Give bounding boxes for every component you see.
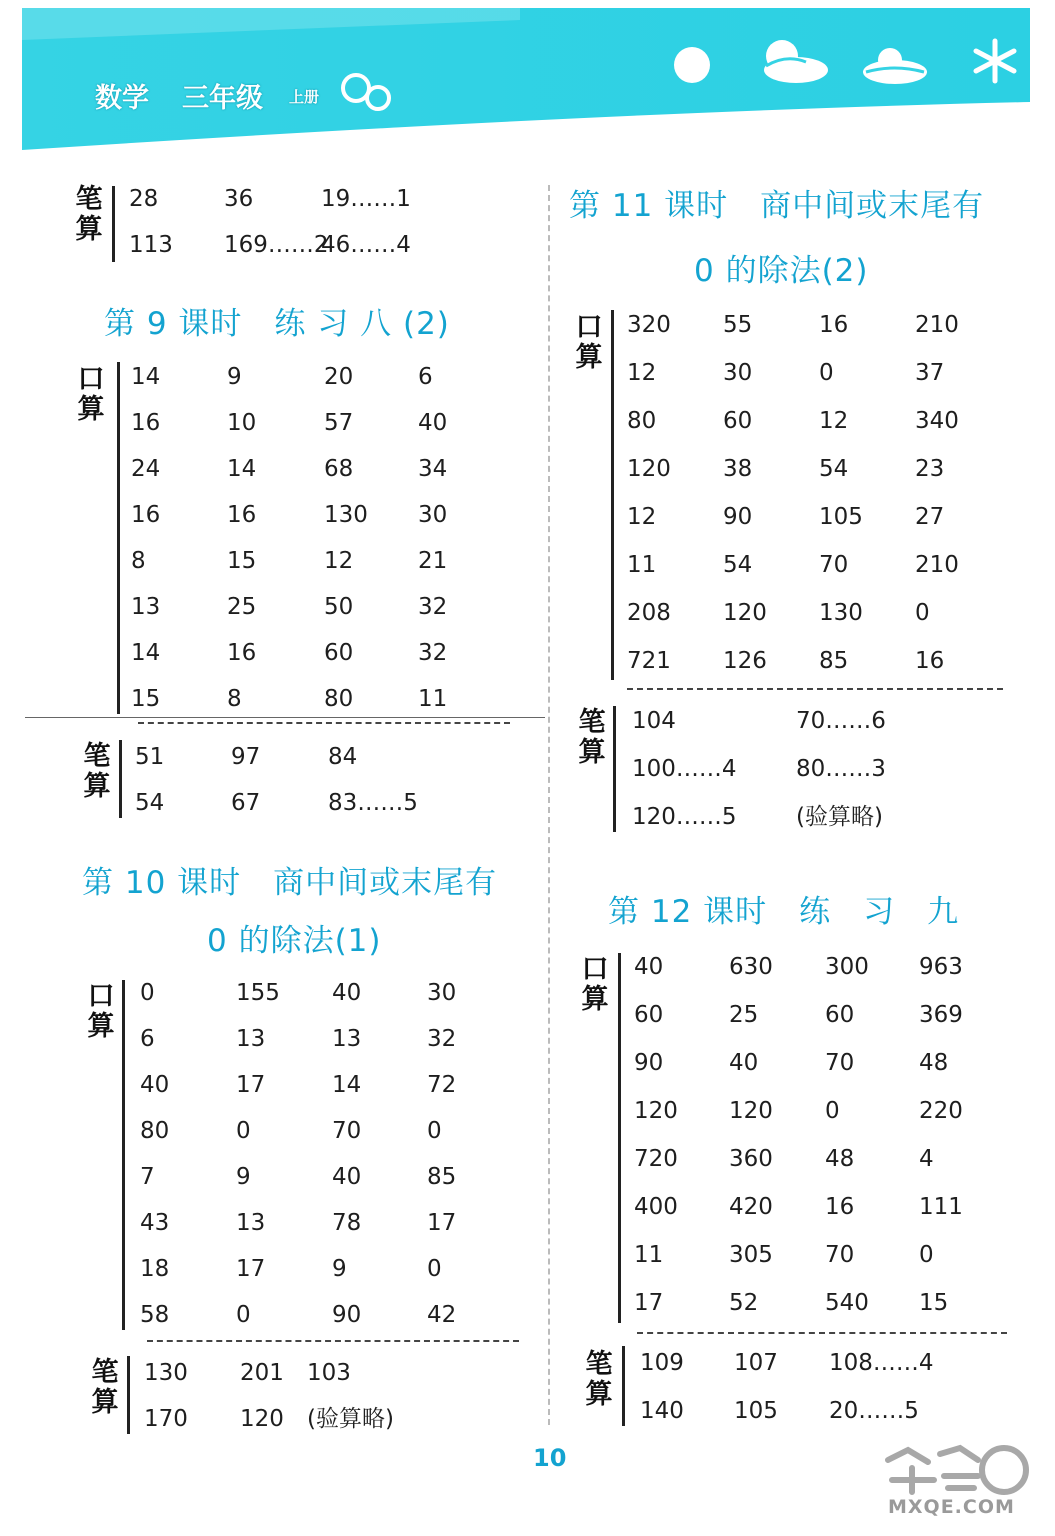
answer-cell: 85 xyxy=(427,1164,457,1190)
answer-cell: 72 xyxy=(427,1072,457,1098)
answer-cell: 104 xyxy=(632,708,676,734)
section-title: 第 10 课时 商中间或末尾有 xyxy=(82,865,498,901)
answer-cell: 70 xyxy=(825,1050,855,1076)
answer-cell: 15 xyxy=(227,548,257,574)
bracket-line xyxy=(618,953,621,1323)
answer-cell: 17 xyxy=(427,1210,457,1236)
answer-cell: 4 xyxy=(919,1146,934,1172)
answer-cell: 6 xyxy=(418,364,433,390)
answer-cell: 8 xyxy=(131,548,146,574)
section-title-line2: 0 的除法(2) xyxy=(694,253,869,289)
answer-cell: 16 xyxy=(227,502,257,528)
answer-cell: 40 xyxy=(418,410,448,436)
answer-cell: 169……2 xyxy=(224,232,329,258)
written-label xyxy=(575,708,609,768)
bracket-line xyxy=(127,1356,130,1434)
answer-cell: 12 xyxy=(627,504,657,530)
oral-label xyxy=(578,955,612,1015)
answer-cell: 20 xyxy=(324,364,354,390)
watermark-text: MXQE.COM xyxy=(888,1496,1015,1518)
answer-cell: 42 xyxy=(427,1302,457,1328)
answer-cell: 34 xyxy=(418,456,448,482)
answer-cell: 67 xyxy=(231,790,261,816)
answer-cell: 48 xyxy=(825,1146,855,1172)
answer-cell: 100……4 xyxy=(632,756,737,782)
answer-cell: 11 xyxy=(627,552,657,578)
section-title: 第 11 课时 商中间或末尾有 xyxy=(569,188,985,224)
answer-cell: 97 xyxy=(231,744,261,770)
answer-cell: 126 xyxy=(723,648,767,674)
answer-cell: 721 xyxy=(627,648,671,674)
label-char: 口 xyxy=(77,364,105,395)
dashed-divider xyxy=(147,1340,519,1342)
answer-cell: 70……6 xyxy=(796,708,886,734)
answer-cell: 21 xyxy=(418,548,448,574)
bracket-line xyxy=(122,980,125,1330)
answer-cell: 0 xyxy=(236,1118,251,1144)
answer-cell: 80 xyxy=(627,408,657,434)
dashed-divider xyxy=(627,688,1003,690)
answer-cell: 70 xyxy=(819,552,849,578)
answer-cell: 13 xyxy=(131,594,161,620)
answer-cell: 60 xyxy=(634,1002,664,1028)
answer-cell: 12 xyxy=(324,548,354,574)
answer-cell: 68 xyxy=(324,456,354,482)
answer-cell: 80 xyxy=(324,686,354,712)
answer-cell: 305 xyxy=(729,1242,773,1268)
answer-cell: 0 xyxy=(427,1118,442,1144)
section-title-line2: 0 的除法(1) xyxy=(207,923,382,959)
answer-cell: 80 xyxy=(140,1118,170,1144)
section-title: 第 9 课时 练 习 八 (2) xyxy=(104,306,450,342)
written-label xyxy=(582,1350,616,1410)
bracket-line xyxy=(117,362,120,714)
answer-cell: 54 xyxy=(135,790,165,816)
answer-cell: (验算略) xyxy=(307,1406,394,1432)
answer-cell: 46……4 xyxy=(321,232,411,258)
header-volume: 上册 xyxy=(289,88,320,106)
answer-cell: 38 xyxy=(723,456,753,482)
answer-cell: 10 xyxy=(227,410,257,436)
answer-cell: 15 xyxy=(131,686,161,712)
answer-cell: 28 xyxy=(129,186,159,212)
answer-cell: 630 xyxy=(729,954,773,980)
answer-cell: 108……4 xyxy=(829,1350,934,1376)
answer-cell: 360 xyxy=(729,1146,773,1172)
answer-cell: 9 xyxy=(227,364,242,390)
answer-cell: 16 xyxy=(227,640,257,666)
answer-cell: 23 xyxy=(915,456,945,482)
label-char: 笔 xyxy=(83,741,111,772)
answer-cell: 40 xyxy=(332,980,362,1006)
answer-cell: 210 xyxy=(915,552,959,578)
cloud-icon xyxy=(860,44,930,86)
answer-cell: 36 xyxy=(224,186,254,212)
answer-cell: 16 xyxy=(915,648,945,674)
answer-cell: 130 xyxy=(324,502,368,528)
answer-cell: 83……5 xyxy=(328,790,418,816)
answer-cell: 32 xyxy=(427,1026,457,1052)
answer-cell: 40 xyxy=(729,1050,759,1076)
label-char: 算 xyxy=(87,1011,115,1042)
answer-cell: 9 xyxy=(332,1256,347,1282)
label-char: 口 xyxy=(87,981,115,1012)
answer-cell: 13 xyxy=(236,1210,266,1236)
answer-cell: 7 xyxy=(140,1164,155,1190)
answer-cell: 30 xyxy=(723,360,753,386)
answer-cell: 13 xyxy=(332,1026,362,1052)
label-char: 口 xyxy=(581,954,609,985)
answer-cell: 25 xyxy=(729,1002,759,1028)
answer-cell: 24 xyxy=(131,456,161,482)
bracket-line xyxy=(613,706,616,832)
answer-cell: 0 xyxy=(236,1302,251,1328)
answer-cell: 70 xyxy=(825,1242,855,1268)
answer-cell: 40 xyxy=(332,1164,362,1190)
dashed-divider xyxy=(138,722,510,724)
answer-cell: 140 xyxy=(640,1398,684,1424)
answer-cell: 130 xyxy=(144,1360,188,1386)
answer-cell: 84 xyxy=(328,744,358,770)
answer-cell: 58 xyxy=(140,1302,170,1328)
answer-cell: 0 xyxy=(140,980,155,1006)
answer-cell: 54 xyxy=(723,552,753,578)
answer-cell: 113 xyxy=(129,232,173,258)
answer-cell: 320 xyxy=(627,312,671,338)
oral-label xyxy=(84,982,118,1042)
answer-cell: 155 xyxy=(236,980,280,1006)
oral-label xyxy=(74,365,108,425)
answer-cell: 25 xyxy=(227,594,257,620)
answer-cell: 369 xyxy=(919,1002,963,1028)
answer-cell: 15 xyxy=(919,1290,949,1316)
label-char: 笔 xyxy=(585,1349,613,1380)
answer-cell: 14 xyxy=(227,456,257,482)
answer-cell: 60 xyxy=(825,1002,855,1028)
answer-cell: 109 xyxy=(640,1350,684,1376)
answer-cell: 208 xyxy=(627,600,671,626)
section-divider xyxy=(25,717,545,718)
answer-cell: 120 xyxy=(723,600,767,626)
answer-cell: (验算略) xyxy=(796,804,883,830)
answer-cell: 400 xyxy=(634,1194,678,1220)
answer-cell: 0 xyxy=(427,1256,442,1282)
answer-cell: 11 xyxy=(418,686,448,712)
answer-cell: 170 xyxy=(144,1406,188,1432)
answer-cell: 90 xyxy=(634,1050,664,1076)
answer-cell: 14 xyxy=(131,640,161,666)
written-label xyxy=(88,1358,122,1418)
answer-cell: 0 xyxy=(819,360,834,386)
bracket-line xyxy=(119,740,122,818)
answer-cell: 12 xyxy=(627,360,657,386)
answer-cell: 19……1 xyxy=(321,186,411,212)
cloud-sun-icon xyxy=(756,36,830,86)
answer-cell: 111 xyxy=(919,1194,963,1220)
answer-cell: 105 xyxy=(734,1398,778,1424)
label-char: 算 xyxy=(578,737,606,768)
answer-cell: 120 xyxy=(240,1406,284,1432)
answer-cell: 14 xyxy=(131,364,161,390)
answer-cell: 90 xyxy=(332,1302,362,1328)
answer-cell: 540 xyxy=(825,1290,869,1316)
bracket-line xyxy=(611,310,614,680)
answer-cell: 70 xyxy=(332,1118,362,1144)
label-char: 算 xyxy=(91,1387,119,1418)
answer-cell: 40 xyxy=(634,954,664,980)
answer-cell: 80……3 xyxy=(796,756,886,782)
header-grade: 三年级 xyxy=(182,83,263,114)
answer-cell: 103 xyxy=(307,1360,351,1386)
answer-cell: 420 xyxy=(729,1194,773,1220)
answer-cell: 963 xyxy=(919,954,963,980)
column-divider xyxy=(548,185,550,1425)
answer-cell: 9 xyxy=(236,1164,251,1190)
snowflake-icon xyxy=(970,38,1020,84)
header-banner xyxy=(0,0,1055,150)
answer-cell: 720 xyxy=(634,1146,678,1172)
answer-cell: 30 xyxy=(418,502,448,528)
answer-cell: 120 xyxy=(627,456,671,482)
answer-cell: 14 xyxy=(332,1072,362,1098)
answer-cell: 52 xyxy=(729,1290,759,1316)
answer-cell: 105 xyxy=(819,504,863,530)
oral-label xyxy=(572,313,606,373)
answer-cell: 90 xyxy=(723,504,753,530)
answer-cell: 51 xyxy=(135,744,165,770)
answer-cell: 85 xyxy=(819,648,849,674)
written-label xyxy=(72,185,106,245)
label-char: 算 xyxy=(77,394,105,425)
answer-cell: 27 xyxy=(915,504,945,530)
answer-cell: 120 xyxy=(634,1098,678,1124)
page-number: 10 xyxy=(533,1444,567,1472)
label-char: 笔 xyxy=(578,707,606,738)
answer-cell: 30 xyxy=(427,980,457,1006)
answer-cell: 300 xyxy=(825,954,869,980)
answer-cell: 120 xyxy=(729,1098,773,1124)
label-char: 口 xyxy=(575,312,603,343)
answer-cell: 17 xyxy=(236,1072,266,1098)
answer-cell: 201 xyxy=(240,1360,284,1386)
answer-cell: 18 xyxy=(140,1256,170,1282)
answer-cell: 78 xyxy=(332,1210,362,1236)
dashed-divider xyxy=(637,1332,1007,1334)
answer-cell: 20……5 xyxy=(829,1398,919,1424)
answer-cell: 16 xyxy=(131,502,161,528)
answer-cell: 210 xyxy=(915,312,959,338)
answer-cell: 48 xyxy=(919,1050,949,1076)
label-char: 算 xyxy=(581,984,609,1015)
answer-cell: 54 xyxy=(819,456,849,482)
header-subject: 数学 xyxy=(95,83,149,114)
sun-icon xyxy=(670,44,716,86)
answer-cell: 55 xyxy=(723,312,753,338)
answer-cell: 11 xyxy=(634,1242,664,1268)
answer-cell: 16 xyxy=(825,1194,855,1220)
answer-cell: 13 xyxy=(236,1026,266,1052)
written-label xyxy=(80,742,114,802)
answer-cell: 6 xyxy=(140,1026,155,1052)
answer-cell: 43 xyxy=(140,1210,170,1236)
answer-cell: 37 xyxy=(915,360,945,386)
answer-cell: 107 xyxy=(734,1350,778,1376)
label-char: 算 xyxy=(585,1379,613,1410)
answer-cell: 120……5 xyxy=(632,804,737,830)
bubbles-icon xyxy=(336,66,400,118)
bracket-line xyxy=(622,1346,625,1426)
section-title: 第 12 课时 练 习 九 xyxy=(608,894,960,930)
answer-cell: 16 xyxy=(819,312,849,338)
label-char: 算 xyxy=(83,771,111,802)
label-char: 笔 xyxy=(75,184,103,215)
answer-cell: 32 xyxy=(418,594,448,620)
answer-cell: 57 xyxy=(324,410,354,436)
answer-cell: 8 xyxy=(227,686,242,712)
answer-cell: 32 xyxy=(418,640,448,666)
answer-cell: 0 xyxy=(915,600,930,626)
answer-cell: 40 xyxy=(140,1072,170,1098)
answer-cell: 220 xyxy=(919,1098,963,1124)
answer-cell: 16 xyxy=(131,410,161,436)
label-char: 算 xyxy=(575,342,603,373)
answer-cell: 340 xyxy=(915,408,959,434)
answer-cell: 17 xyxy=(634,1290,664,1316)
answer-cell: 60 xyxy=(324,640,354,666)
bracket-line xyxy=(112,186,115,262)
answer-cell: 50 xyxy=(324,594,354,620)
answer-cell: 0 xyxy=(825,1098,840,1124)
label-char: 笔 xyxy=(91,1357,119,1388)
label-char: 算 xyxy=(75,214,103,245)
answer-cell: 0 xyxy=(919,1242,934,1268)
answer-cell: 12 xyxy=(819,408,849,434)
answer-cell: 60 xyxy=(723,408,753,434)
answer-cell: 17 xyxy=(236,1256,266,1282)
answer-cell: 130 xyxy=(819,600,863,626)
